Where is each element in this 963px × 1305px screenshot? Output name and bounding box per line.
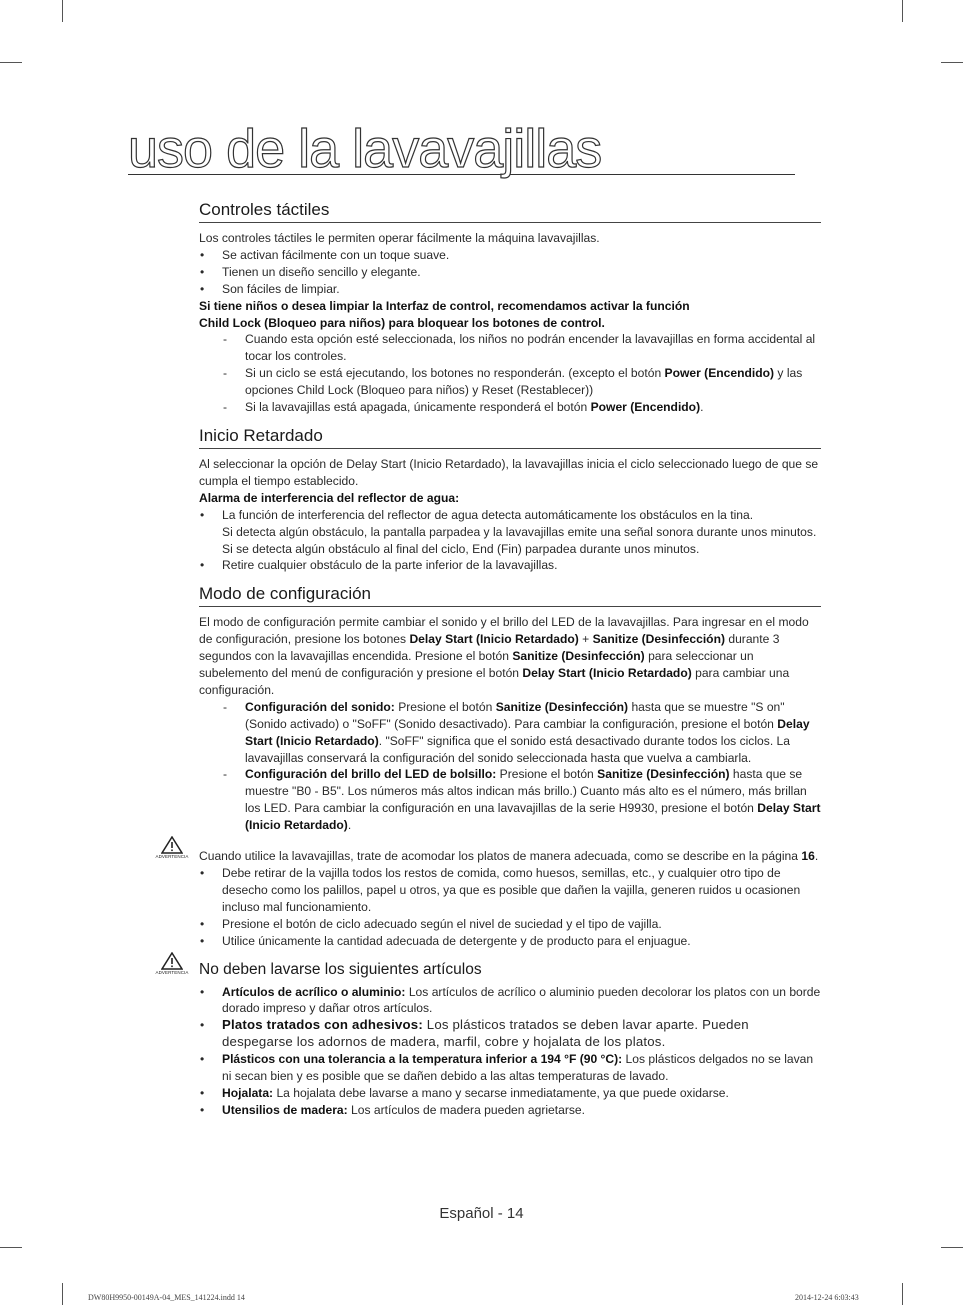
bold-text: 16 [801,849,815,864]
text: + [578,632,593,647]
bold-text: Delay Start (Inicio Retardado) [245,801,821,833]
list-item [245,365,821,399]
list-item [199,507,821,558]
crop-mark [941,1247,963,1248]
bold-note: Child Lock (Bloqueo para niños) para bloquear los botones de control. [199,315,605,330]
print-date: 2014-12-24 6:03:43 [795,1293,859,1302]
text: para seleccionar un subelemento del menú de configuración y presione el botón [199,649,754,681]
section-heading: Inicio Retardado [199,426,821,449]
text: Si la lavavajillas está apagada, únicamente responderá el botón [245,400,591,415]
list-item: • Utilice únicamente la cantidad adecuada de detergente y de producto para el enjuague. [199,933,821,950]
paragraph [199,848,821,865]
section-heading: Controles táctiles [199,200,821,223]
crop-mark [0,1247,22,1248]
bold-text: Artículos de acrílico o aluminio: [222,984,406,999]
list-item: • Debe retirar de la vajilla todos los restos de comida, como huesos, semillas, etc., y cualquier otro tipo de desecho como los palillos, papel u otros, ya que es posible que dañen la vajilla, generen ruidos u ocasionen incluso mal funcionamiento. [199,865,821,916]
dash-list [199,699,821,834]
bold-text: Platos tratados con adhesivos: [222,1017,423,1033]
list-item: • Presione el botón de ciclo adecuado según el nivel de suciedad y el tipo de vajilla. [199,916,821,933]
list-item: • Se activan fácilmente con un toque suave. [199,247,821,264]
page-number: Español - 14 [439,1205,524,1222]
text: El modo de configuración permite cambiar el sonido y el brillo del LED de la lavavajillas. Para ingresar en el modo de configuración, presione los botones [199,615,809,647]
text: La hojalata debe lavarse a mano y secarse inmediatamente, ya que puede oxidarse. [273,1085,729,1100]
text: . [814,849,819,864]
bold-note: Si tiene niños o desea limpiar la Interfaz de control, recomendamos activar la función [199,298,690,313]
bold-text: Utensilios de madera: [222,1102,348,1117]
warning-icon [155,952,189,975]
crop-mark [62,1283,63,1305]
text: Presione el botón [496,767,598,782]
dash-list [199,331,821,416]
paragraph: Al seleccionar la opción de Delay Start (Inicio Retardado), la lavavajillas inicia el ciclo seleccionado luego de que se cumpla el tiempo establecido. [199,456,819,488]
crop-mark [0,62,22,63]
warning-label: ADVERTENCIA [155,854,189,860]
list-item: • Retire cualquier obstáculo de la parte inferior de la lavavajillas. [199,557,821,574]
bullet-list [199,984,821,1119]
bold-text: Power (Encendido) [664,366,775,381]
list-item [245,699,821,767]
bullet-list [199,865,821,950]
section-inicio [199,426,821,574]
subheading: Alarma de interferencia del reflector de agua: [199,490,460,505]
paragraph [199,614,821,699]
text: durante 3 segundos con la lavavajillas encendida. Presione el botón [199,632,780,664]
list-item: • Son fáciles de limpiar. [199,281,821,298]
text: Los artículos de acrílico o aluminio pueden decolorar los platos con un borde dorado impreso y dañar otros artículos. [222,984,821,1016]
list-item [199,1051,821,1085]
bold-text: Sanitize (Desinfección) [495,699,629,714]
page-title [128,119,795,179]
warning-heading: No deben lavarse los siguientes artículos [199,960,482,978]
bold-text: Configuración del brillo del LED de bolsillo: [245,767,497,782]
text: Si detecta algún obstáculo, la pantalla parpadea y la lavavajillas emite una señal sonora durante unos minutos. Si se detecta algún obstáculo al final del ciclo, End (Fin) parpadea durante unos minutos. [222,524,817,556]
warning-label: ADVERTENCIA [155,969,189,975]
bold-text: Delay Start (Inicio Retardado) [245,716,810,748]
section-heading: Modo de configuración [199,584,821,607]
text: Presione el botón [394,699,496,714]
text: Cuando utilice la lavavajillas, trate de acomodar los platos de manera adecuada, como se describe en la página [199,849,802,864]
crop-mark [902,1283,903,1305]
list-item: • Tienen un diseño sencillo y elegante. [199,264,821,281]
text: • La función de interferencia del reflector de agua detecta automáticamente los obstáculos en la tina. [222,507,754,522]
bold-text: Configuración del sonido: [245,699,395,714]
list-item: - Cuando esta opción esté seleccionada, los niños no podrán encender la lavavajillas en forma accidental al tocar los controles. [245,331,821,365]
text: Si un ciclo se está ejecutando, los botones no responderán. (excepto el botón [245,366,665,381]
text: hasta que se muestre "S on" (Sonido activado) o "SoFF" (Sonido desactivado). Para cambiar la configuración, presione el botón [245,699,785,731]
main-content [155,200,821,1119]
crop-mark [62,0,63,22]
warning-block [155,960,821,1119]
bold-text: Delay Start (Inicio Retardado) [409,632,579,647]
text: hasta que se muestre "B0 - B5". Los números más altos indican más brillo.) Cuanto más alto es el número, más brillan los LED. Para cambiar la configuración en una lavavajillas de la serie H9930, presione el botón [245,767,807,816]
list-item [245,399,821,416]
text: para cambiar una configuración. [199,666,790,697]
bold-text: Hojalata: [222,1085,274,1100]
bold-text: Sanitize (Desinfección) [597,767,730,782]
paragraph: Los controles táctiles le permiten operar fácilmente la máquina lavavajillas. [199,231,600,245]
bullet-list [199,507,821,575]
bullet-list [199,247,821,298]
text: y las opciones Child Lock (Bloqueo para niños) y Reset (Restablecer)) [245,366,803,398]
list-item [199,1017,821,1051]
list-item [199,1085,821,1102]
bold-text: Power (Encendido) [590,400,701,415]
crop-mark [941,62,963,63]
text: Los artículos de madera pueden agrietarse. [347,1102,586,1117]
crop-mark [902,0,903,22]
page-title-text: uso de la lavavajillas [128,119,602,179]
text: . [700,400,704,415]
bold-text: Delay Start (Inicio Retardado) [522,666,692,681]
text: Los plásticos delgados no se lavan ni secan bien y es posible que se dañen debido a las altas temperaturas de lavado. [222,1052,814,1084]
text: . "SoFF" significa que el sonido está desactivado durante todos los ciclos. La lavavajillas conservará la configuración del sonido seleccionada hasta que vuelva a cambiarla. [245,733,790,765]
warning-block [155,848,821,949]
bold-text: Sanitize (Desinfección) [592,632,725,647]
bold-text: Sanitize (Desinfección) [512,649,645,664]
list-item [199,984,821,1018]
warning-icon [155,836,189,859]
text: Los plásticos tratados se deben lavar aparte. Pueden despegarse los adornos de madera, marfil, cobre y hojalata de los platos. [222,1017,749,1050]
bold-text: Plásticos con una tolerancia a la temperatura inferior a 194 °F (90 °C): [222,1052,623,1067]
section-controles [199,200,821,416]
list-item [245,766,821,834]
list-item [199,1102,821,1119]
text: . [347,818,352,833]
section-modo [199,584,821,834]
print-file-name: DW80H9950-00149A-04_MES_141224.indd 14 [88,1293,245,1302]
